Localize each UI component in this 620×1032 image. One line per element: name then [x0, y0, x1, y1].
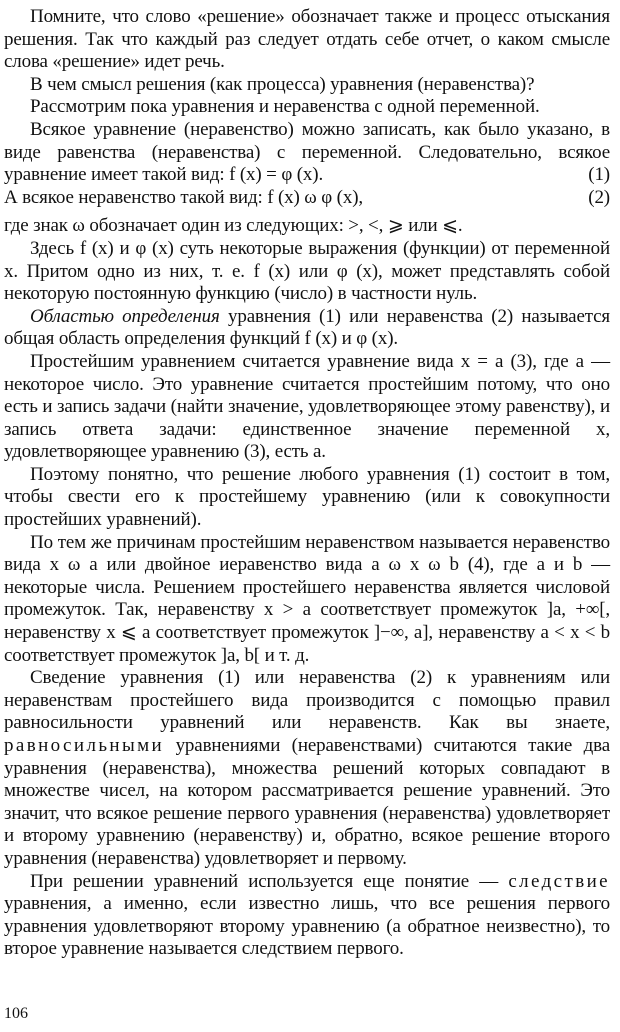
paragraph-with-equation-1: [4, 119, 610, 187]
paragraph-domain: [4, 306, 610, 351]
paragraph: Помните, что слово «решение» обозначает также и процесс отыскания решения. Так что каждый раз следует отдать себе отчет, о каком смысле слова «решение» идет речь.: [4, 6, 610, 73]
paragraph: Рассмотрим пока уравнения и неравенства с одной переменной.: [30, 96, 540, 118]
page-number: 106: [4, 1005, 28, 1022]
paragraph-text: Всякое уравнение (неравенство) можно записать, как было указано, в виде равенства (неравенства) с переменной. Следовательно, всякое уравнение имеет такой вид:: [4, 118, 610, 186]
equation-number: (1): [588, 164, 610, 186]
paragraph-text: уравнения (1) или неравенства (2) называется общая область определения функций f (x) и φ (x).: [4, 305, 610, 350]
term-equivalent: равносильными: [4, 735, 165, 756]
paragraph: Здесь f (x) и φ (x) суть некоторые выражения (функции) от переменной x. Притом одно из них, т. е. f (x) или φ (x), может представлять собой некоторую постоянную функцию (число) в частности нуль.: [4, 237, 610, 305]
paragraph-text: Сведение уравнения (1) или неравенства (2) к уравнениям или неравенствам простейшего вида производится с помощью правил равносильности уравнений или неравенств. Как вы знаете,: [4, 667, 610, 734]
paragraph-consequence: [4, 871, 610, 961]
paragraph-text: уравнениями (неравенствами) считаются такие два уравнения (неравенства), множества решений которых совпадают в множестве чисел, на котором рассматривается решение уравнений. Это значит, что всякое решение первого уравнения (неравенства) удовлетворяет и второму уравнению (неравенству) и, обратно, всякое решение второго уравнения (неравенства) удовлетворяет и первому.: [4, 735, 610, 869]
paragraph: В чем смысл решения (как процесса) уравнения (неравенства)?: [30, 73, 535, 95]
term-consequence: следствие: [508, 870, 610, 892]
paragraph: Поэтому понятно, что решение любого уравнения (1) состоит в том, чтобы свести его к простейшему уравнению (или к совокупности простейших уравнений).: [4, 463, 610, 531]
equation-number: (2): [588, 186, 610, 208]
paragraph-equivalence: [4, 667, 610, 870]
page-text: [4, 6, 610, 961]
equation-2: f (x) ω φ (x),: [267, 186, 363, 208]
paragraph-text: уравнения, а именно, если известно лишь, что все решения первого уравнения удовлетворяют второму уравнению (а обратное неизвестно), то второе уравнение называется следствием первого.: [4, 893, 610, 960]
term-domain: Областью определения: [30, 305, 220, 327]
paragraph: где знак ω обозначает один из следующих: >, <, ⩾ или ⩽.: [4, 215, 463, 237]
paragraph: Простейшим уравнением считается уравнение вида x = a (3), где a — некоторое число. Это уравнение считается простейшим потому, что оно есть и запись задачи (найти значение, удовлетворяющее этому равенству), и запись ответа задачи: единственное значение переменной x, удовлетворяющее уравнению (3), есть a.: [4, 350, 610, 463]
paragraph: По тем же причинам простейшим неравенством называется неравенство вида x ω a или двойное иеравенство вида a ω x ω b (4), где a и b — некоторые числа. Решением простейшего неравенства является числовой промежуток. Так, неравенству x > a соответствует промежуток ]a, +∞[, неравенству x ⩽ a соответствует промежуток ]−∞, a], неравенству a < x < b соответствует промежуток ]a, b[ и т. д.: [4, 531, 610, 666]
equation-2-line: [4, 187, 610, 210]
equation-2-intro: А всякое неравенство такой вид:: [4, 186, 263, 208]
paragraph-text: При решении уравнений используется еще понятие —: [30, 870, 509, 892]
equation-1: f (x) = φ (x).: [229, 164, 324, 186]
